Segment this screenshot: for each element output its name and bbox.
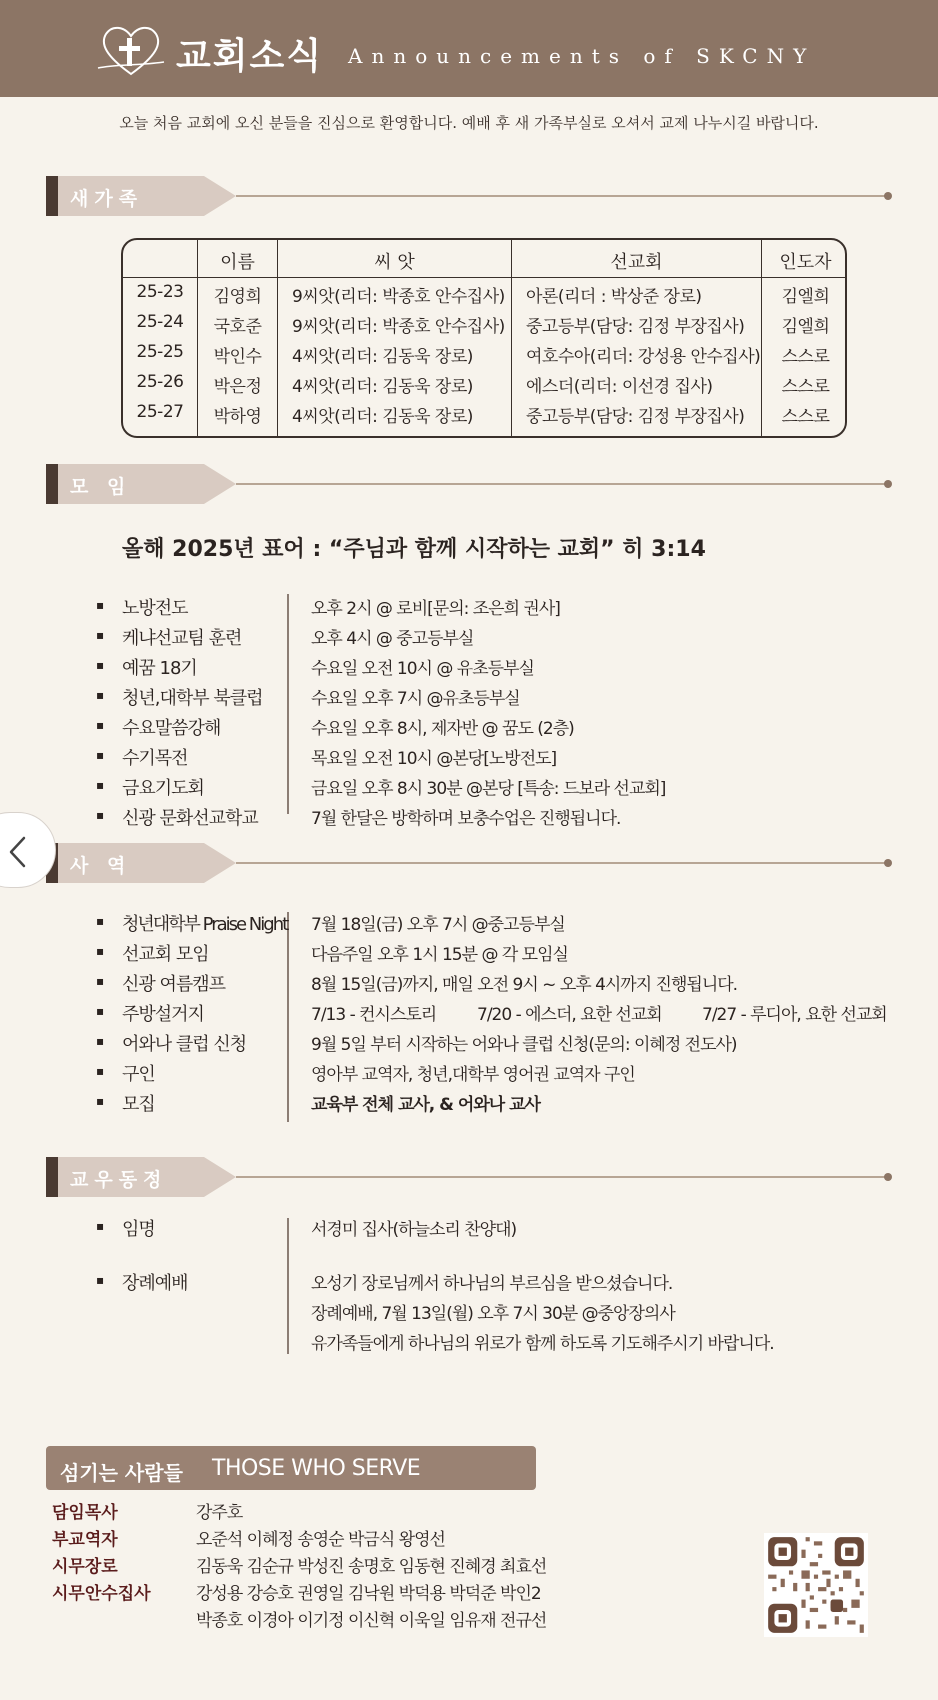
table-cell: 김엘희	[781, 317, 830, 337]
section-title: 새가족	[70, 188, 144, 210]
table-cell: 김영희	[213, 287, 262, 307]
section-title: 사 역	[70, 855, 132, 877]
table-cell: 중고등부(담당: 김정 부장집사)	[526, 317, 745, 337]
table-cell: 중고등부(담당: 김정 부장집사)	[526, 407, 745, 427]
table-cell: 스스로	[781, 407, 830, 427]
page-header	[0, 0, 938, 97]
table-header: 인도자	[779, 252, 832, 273]
table-cell: 여호수아(리더: 강성용 안수집사)	[526, 347, 761, 367]
table-cell: 25-25	[136, 342, 184, 362]
section-title: 교우동정	[70, 1169, 168, 1191]
yearly-motto: 올해 2025년 표어 : “주님과 함께 시작하는 교회” 히 3:14	[122, 537, 706, 562]
section-header-member-news	[46, 1157, 894, 1197]
section-header-meetings	[46, 464, 894, 504]
header-title-en: Announcements of SKCNY	[348, 44, 816, 68]
serve-title-en: THOSE WHO SERVE	[212, 1456, 421, 1481]
table-cell: 스스로	[781, 377, 830, 397]
table-cell: 박하영	[213, 407, 262, 427]
table-cell: 국호준	[213, 317, 262, 337]
serve-title-ko: 섬기는 사람들	[60, 1461, 183, 1485]
serve-header	[46, 1446, 536, 1490]
table-cell: 에스더(리더: 이선경 집사)	[526, 377, 713, 397]
table-header: 씨 앗	[374, 252, 415, 273]
table-cell: 박은정	[213, 377, 262, 397]
section-header-ministry	[46, 843, 894, 883]
table-cell: 김엘희	[781, 287, 830, 307]
qr-code-icon[interactable]	[764, 1533, 868, 1637]
table-cell: 25-26	[136, 372, 184, 392]
chevron-left-icon	[7, 835, 27, 869]
table-header: 선교회	[610, 252, 663, 273]
section-header-new-family	[46, 176, 894, 216]
table-header: 이름	[220, 252, 255, 273]
header-title-ko: 교회소식	[176, 36, 324, 77]
table-cell: 9씨앗(리더: 박종호 안수집사)	[292, 287, 505, 307]
new-family-table	[121, 238, 847, 438]
heart-cross-icon	[96, 22, 166, 82]
table-cell: 25-27	[136, 402, 184, 422]
table-cell: 4씨앗(리더: 김동욱 장로)	[292, 407, 473, 427]
table-cell: 박인수	[213, 347, 262, 367]
table-cell: 25-24	[136, 312, 184, 332]
table-cell: 4씨앗(리더: 김동욱 장로)	[292, 347, 473, 367]
table-cell: 9씨앗(리더: 박종호 안수집사)	[292, 317, 505, 337]
table-cell: 25-23	[136, 282, 184, 302]
table-cell: 4씨앗(리더: 김동욱 장로)	[292, 377, 473, 397]
section-title: 모 임	[70, 476, 132, 498]
table-cell: 아론(리더 : 박상준 장로)	[526, 287, 702, 307]
table-cell: 스스로	[781, 347, 830, 367]
welcome-message: 오늘 처음 교회에 오신 분들을 진심으로 환영합니다. 예배 후 새 가족부실로 오셔서 교제 나누시길 바랍니다.	[119, 114, 819, 132]
